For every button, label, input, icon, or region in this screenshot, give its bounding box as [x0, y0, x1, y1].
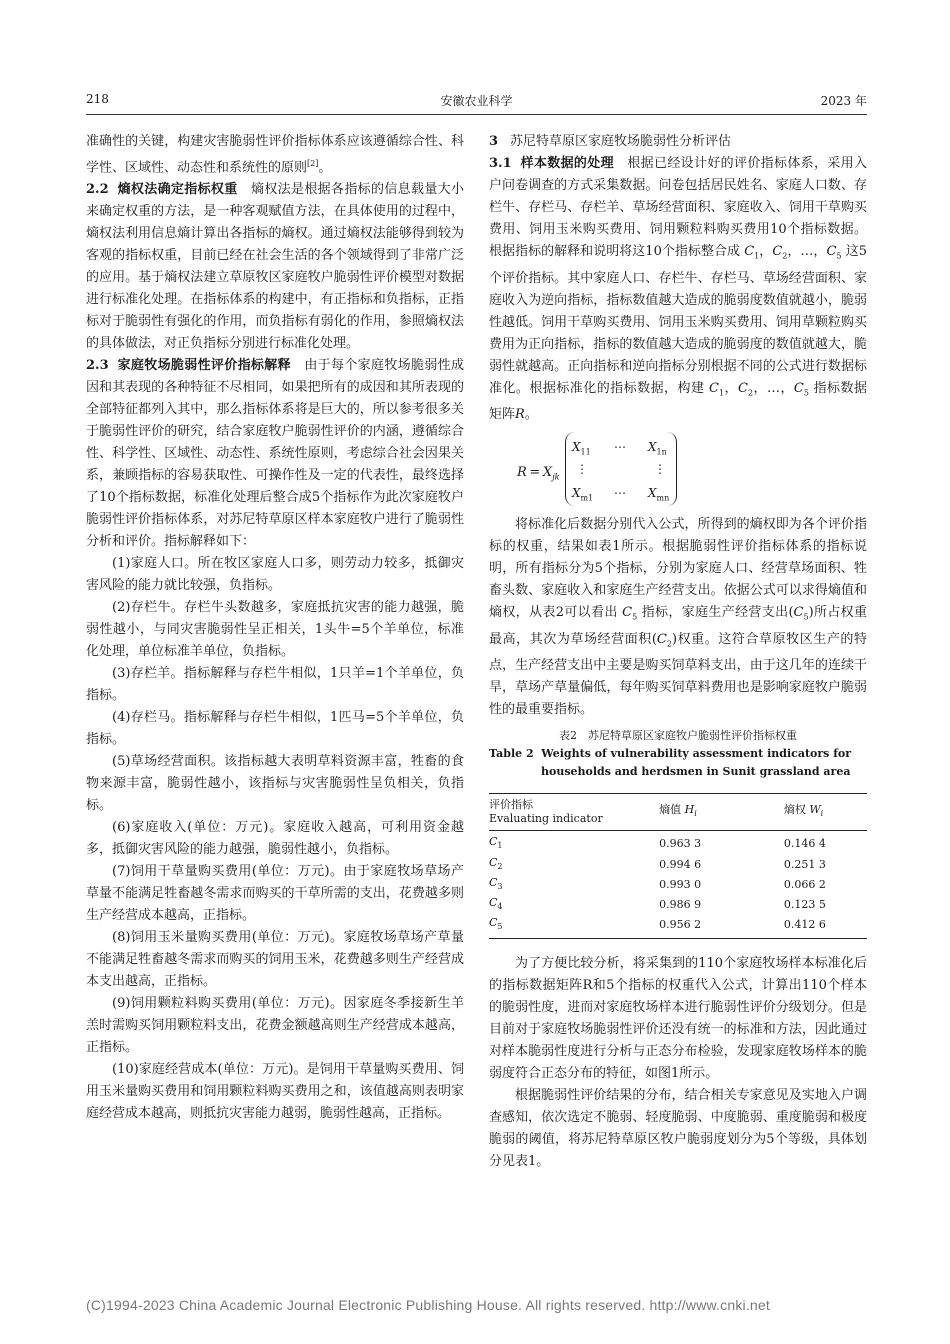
section-number: 2.3 [86, 358, 109, 374]
section-title: 家庭牧场脆弱性评价指标解释 [117, 358, 291, 374]
left-column [86, 131, 464, 1125]
paragraph-entropy: 将标准化后数据分别代入公式，所得到的熵权即为各个评价指标的权重，结果如表1所示。根据脆弱性评价指标体系的指标说明，所有指标分为5个指标，分别为家庭人口、经营草场面积、牲畜头数、家庭收入和家庭生产经营支出。依据公式可以求得熵值和熵权，从表2可以看出 $C_5$ 指标，家庭生产经营支出$(C_5)$所占权重最高，其次为草场经营面积$(C_2)$权重。这符合草原牧区生产的特点，生产经营支出中主要是购买饲草料支出，由于这几年的连续干旱，草场产草量偏低，每年购买饲草料费用也是影响家庭牧户脆弱性的最重要指标。 [489, 517, 868, 718]
running-header [86, 92, 867, 110]
right-column [489, 131, 867, 1173]
section-3-heading: 3 苏尼特草原区家庭牧场脆弱性分析评估 [489, 134, 732, 149]
table-row: $C_3$ 0.993 0 0.066 2 [489, 875, 826, 891]
section-3-1: 3.1 样本数据的处理 根据已经设计好的评价指标体系，采用入户问卷调查的方式采集数据。问卷包括居民姓名、家庭人口数、存栏牛、存栏马、存栏羊、草场经营面积、家庭收入、饲用干草购买费用、饲用玉米购买费用、饲用颗粒料购买费用10个指标数据。根据指标的解释和说明将这10个指标整合成 $C_1$，$C_2$，…，$C_5$ 这5个评价指标。其中家庭人口、存栏牛、存栏马、草场经营面积、家庭收入为逆向指标，指标数值越大造成的脆弱度数值就越小，脆弱性越低。饲用干草购买费用、饲用玉米购买费用、饲用草颗粒购买费用为正向指标，指标的数值越大造成的脆弱度的数值就越大，脆弱性就越高。正向指标和逆向指标分别根据不同的公式进行数据标准化。根据标准化的指标数据，构建 $C_1$，$C_2$，…，$C_5$ 指标数据矩阵R。 [489, 156, 867, 423]
page-number: 218 [86, 92, 109, 106]
weights-table [489, 793, 867, 939]
paragraph-grading: 根据脆弱性评价结果的分布，结合相关专家意见及实地入户调查感知，依次选定不脆弱、轻度脆弱、中度脆弱、重度脆弱和极度脆弱的阈值，将苏尼特草原区牧户脆弱度划分为5个等级，具体划分见表1。 [489, 1088, 867, 1170]
section-number: 3.1 [489, 156, 512, 171]
year: 2023 年 [820, 94, 867, 108]
table-caption-en: Table 2 Weights of vulnerability assessment indicators for households and herdsmen in Sunit grassland area [489, 747, 852, 779]
paragraph-after-table: 为了方便比较分析，将采集到的110个家庭牧场样本标准化后的指标数据矩阵R和5个指标的权重代入公式，计算出110个样本的脆弱性度，进而对家庭牧场样本进行脆弱性评价分级划分。但是目前对于家庭牧场脆弱性评价还没有统一的标准和方法，因此通过对样本脆弱性度进行分析与正态分布检验，发现家庭牧场样本的脆弱度符合正态分布的特征，如图1所示。 [489, 956, 867, 1082]
section-number: 2.2 [86, 182, 109, 198]
copyright-footer: (C)1994-2023 China Academic Journal Electronic Publishing House. All rights reserved. http://www.cnki.net [86, 1297, 770, 1313]
list-item: (6)家庭收入(单位：万元)。家庭收入越高，可利用资金越多，抵御灾害风险的能力越强，脆弱性越小，负指标。 [86, 820, 464, 858]
header-rule [86, 114, 867, 115]
section-2-3: 2.3 家庭牧场脆弱性评价指标解释 由于每个家庭牧场脆弱性成因和其表现的各种特征不尽相同，如果把所有的成因和其所表现的全部特征都列入其中，那么指标体系将是巨大的，所以参考很多关于脆弱性评价的研究，结合家庭牧户脆弱性评价的内涵，遵循综合性、科学性、区域性、动态性、系统性原则，考虑综合社会因果关系，兼顾指标的容易获取性、可操作性及一定的代表性，最终选择了10个指标数据，标准化处理后整合成5个指标作为此次家庭牧户脆弱性评价指标体系，对苏尼特草原区样本家庭牧户进行了脆弱性分析和评价。指标解释如下： [86, 358, 464, 550]
list-item: (4)存栏马。指标解释与存栏牛相似，1匹马=5个羊单位，负指标。 [86, 710, 464, 748]
table-row: $C_2$ 0.994 6 0.251 3 [489, 855, 826, 871]
section-title: 样本数据的处理 [520, 156, 614, 171]
matrix-equation [489, 432, 867, 510]
list-item: (10)家庭经营成本(单位：万元)。是饲用干草量购买费用、饲用玉米量购买费用和饲用颗粒料购买费用之和，该值越高则表明家庭经营成本越高，则抵抗灾害能力越弱，脆弱性越高，正指标。 [86, 1062, 464, 1122]
table-row: $C_5$ 0.956 2 0.412 6 [489, 915, 867, 939]
matrix: $X_{11}$ ⋯ $X_{1n}$ ⋮ ⋮ $X_{m1}$ ⋯ $X_{mn}$ [565, 432, 677, 506]
list-item: (7)饲用干草量购买费用(单位：万元)。由于家庭牧场草场产草量不能满足牲畜越冬需求而购买的干草所需的支出，花费越多则生产经营成本越高，正指标。 [86, 864, 464, 924]
section-2-2: 2.2 熵权法确定指标权重 熵权法是根据各指标的信息载量大小来确定权重的方法，是一种客观赋值方法，在具体使用的过程中，熵权法利用信息熵计算出各指标的熵权。通过熵权法能够得到较为客观的指标权重，目前已经在社会生活的各个领域得到了非常广泛的应用。基于熵权法建立草原牧区家庭牧户脆弱性评价模型对数据进行标准化处理。在指标体系的构建中，有正指标和负指标，正指标对于脆弱性有强化的作用，而负指标有弱化的作用，参照熵权法的具体做法，对正负指标分别进行标准化处理。 [86, 182, 464, 352]
list-item: (8)饲用玉米量购买费用(单位：万元)。家庭牧场草场产草量不能满足牲畜越冬需求而购买的饲用玉米，花费越多则生产经营成本支出越高，正指标。 [86, 930, 464, 990]
journal-name: 安徽农业科学 [440, 94, 513, 108]
paragraph-intro: 准确性的关键，构建灾害脆弱性评价指标体系应该遵循综合性、科学性、区域性、动态性和系统性的原则[2]。 [86, 134, 464, 176]
list-item: (5)草场经营面积。该指标越大表明草料资源丰富，牲畜的食物来源丰富，脆弱性越小，该指标与灾害脆弱性呈负相关，负指标。 [86, 754, 464, 814]
list-item: (9)饲用颗粒料购买费用(单位：万元)。因家庭冬季接新生羊羔时需购买饲用颗粒料支出，花费金额越高则生产经营成本越高，正指标。 [86, 996, 464, 1056]
list-item: (2)存栏牛。存栏牛头数越多，家庭抵抗灾害的能力越强，脆弱性越小，与同灾害脆弱性呈正相关，1头牛=5个羊单位，标准化处理，单位标准羊单位，负指标。 [86, 600, 464, 660]
table-header: 评价指标 Evaluating indicator 熵值 $H_i$ 熵权 $W_i$ [489, 794, 867, 831]
table-row: $C_4$ 0.986 9 0.123 5 [489, 895, 826, 912]
section-title: 熵权法确定指标权重 [117, 182, 238, 198]
table-caption-cn: 表2 苏尼特草原区家庭牧户脆弱性评价指标权重 [559, 729, 797, 743]
reference-mark: [2] [307, 159, 319, 168]
list-item: (3)存栏羊。指标解释与存栏牛相似，1只羊=1个羊单位，负指标。 [86, 666, 464, 704]
equation-lhs: $R = X_{jk}$ [517, 465, 560, 482]
table-row: $C_1$ 0.963 3 0.146 4 [489, 835, 826, 851]
list-item: (1)家庭人口。所在牧区家庭人口多，则劳动力较多，抵御灾害风险的能力就比较强，负指标。 [86, 556, 464, 594]
